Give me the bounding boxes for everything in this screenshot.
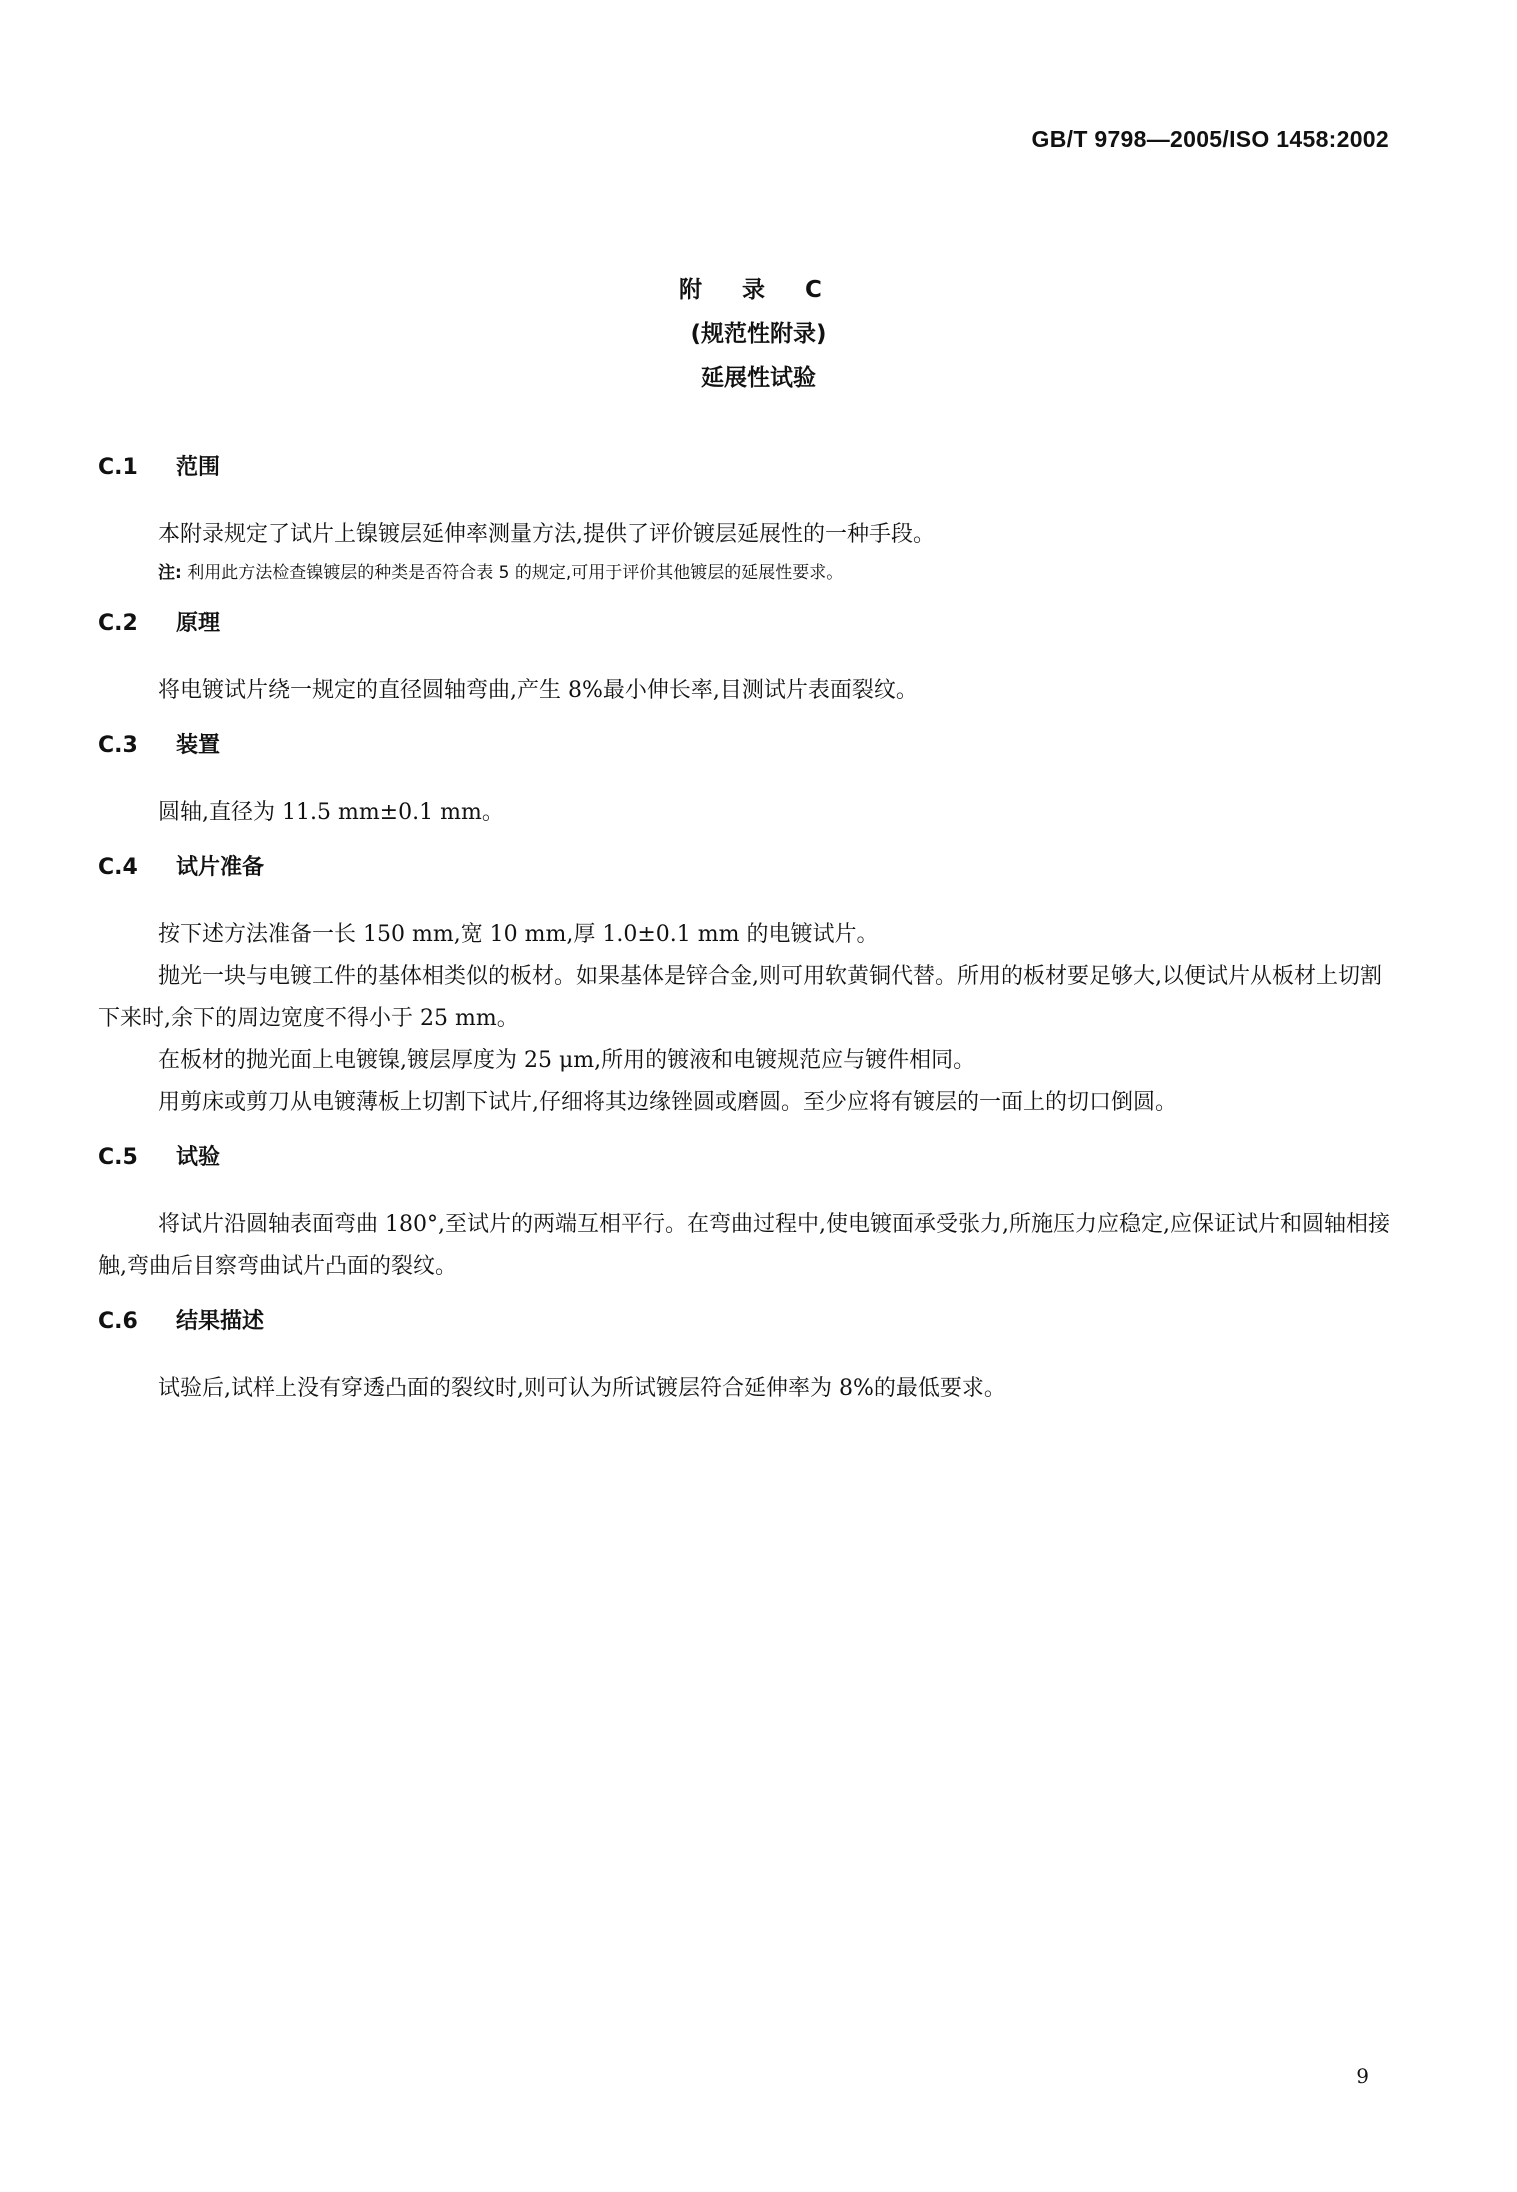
document-body: [98, 452, 1390, 1428]
section-heading: [98, 852, 1390, 884]
paragraph: 试验后,试样上没有穿透凸面的裂纹时,则可认为所试镀层符合延伸率为 8%的最低要求。: [158, 1376, 1006, 1401]
section-c1: [98, 452, 1390, 590]
paragraph: 本附录规定了试片上镍镀层延伸率测量方法,提供了评价镀层延展性的一种手段。: [158, 522, 935, 547]
section-title: 试验: [176, 1145, 221, 1170]
page-number: 9: [1356, 2064, 1369, 2088]
section-c3: [98, 730, 1390, 834]
paragraph: 用剪床或剪刀从电镀薄板上切割下试片,仔细将其边缘锉圆或磨圆。至少应将有镀层的一面上的切口倒圆。: [158, 1090, 1177, 1115]
paragraph: 抛光一块与电镀工件的基体相类似的板材。如果基体是锌合金,则可用软黄铜代替。所用的板材要足够大,以便试片从板材上切割下来时,余下的周边宽度不得小于 25 mm。: [98, 964, 1382, 1031]
paragraph: 将电镀试片绕一规定的直径圆轴弯曲,产生 8%最小伸长率,目测试片表面裂纹。: [158, 678, 918, 703]
section-title: 结果描述: [176, 1309, 265, 1334]
section-number: C.1: [98, 455, 138, 480]
section-title: 范围: [176, 455, 221, 480]
standard-number-header: GB/T 9798—2005/ISO 1458:2002: [1031, 126, 1389, 152]
paragraph: 按下述方法准备一长 150 mm,宽 10 mm,厚 1.0±0.1 mm 的电镀试片。: [158, 922, 879, 947]
annex-type: (规范性附录): [690, 321, 827, 347]
section-number: C.2: [98, 611, 138, 636]
paragraph: 在板材的抛光面上电镀镍,镀层厚度为 25 μm,所用的镀液和电镀规范应与镀件相同。: [158, 1048, 976, 1073]
section-c6: [98, 1306, 1390, 1410]
paragraph: 将试片沿圆轴表面弯曲 180°,至试片的两端互相平行。在弯曲过程中,使电镀面承受张力,所施压力应稳定,应保证试片和圆轴相接触,弯曲后目察弯曲试片凸面的裂纹。: [98, 1212, 1390, 1279]
section-number: C.5: [98, 1145, 138, 1170]
section-number: C.4: [98, 855, 138, 880]
section-heading: [98, 608, 1390, 640]
section-title: 试片准备: [176, 855, 265, 880]
section-heading: [98, 452, 1390, 484]
section-c5: [98, 1142, 1390, 1288]
annex-name: 延展性试验: [701, 365, 816, 391]
section-heading: [98, 1306, 1390, 1338]
section-heading: [98, 730, 1390, 762]
note: [98, 556, 1390, 590]
section-title: 原理: [176, 611, 221, 636]
section-title: 装置: [176, 733, 221, 758]
section-number: C.3: [98, 733, 138, 758]
section-number: C.6: [98, 1309, 138, 1334]
note-text: 利用此方法检查镍镀层的种类是否符合表 5 的规定,可用于评价其他镀层的延展性要求。: [187, 563, 844, 583]
note-label: 注:: [158, 563, 182, 583]
annex-title: 附 录 C: [679, 277, 838, 303]
section-c2: [98, 608, 1390, 712]
section-c4: [98, 852, 1390, 1124]
section-heading: [98, 1142, 1390, 1174]
annex-title-block: [0, 268, 1517, 400]
paragraph: 圆轴,直径为 11.5 mm±0.1 mm。: [158, 800, 504, 825]
